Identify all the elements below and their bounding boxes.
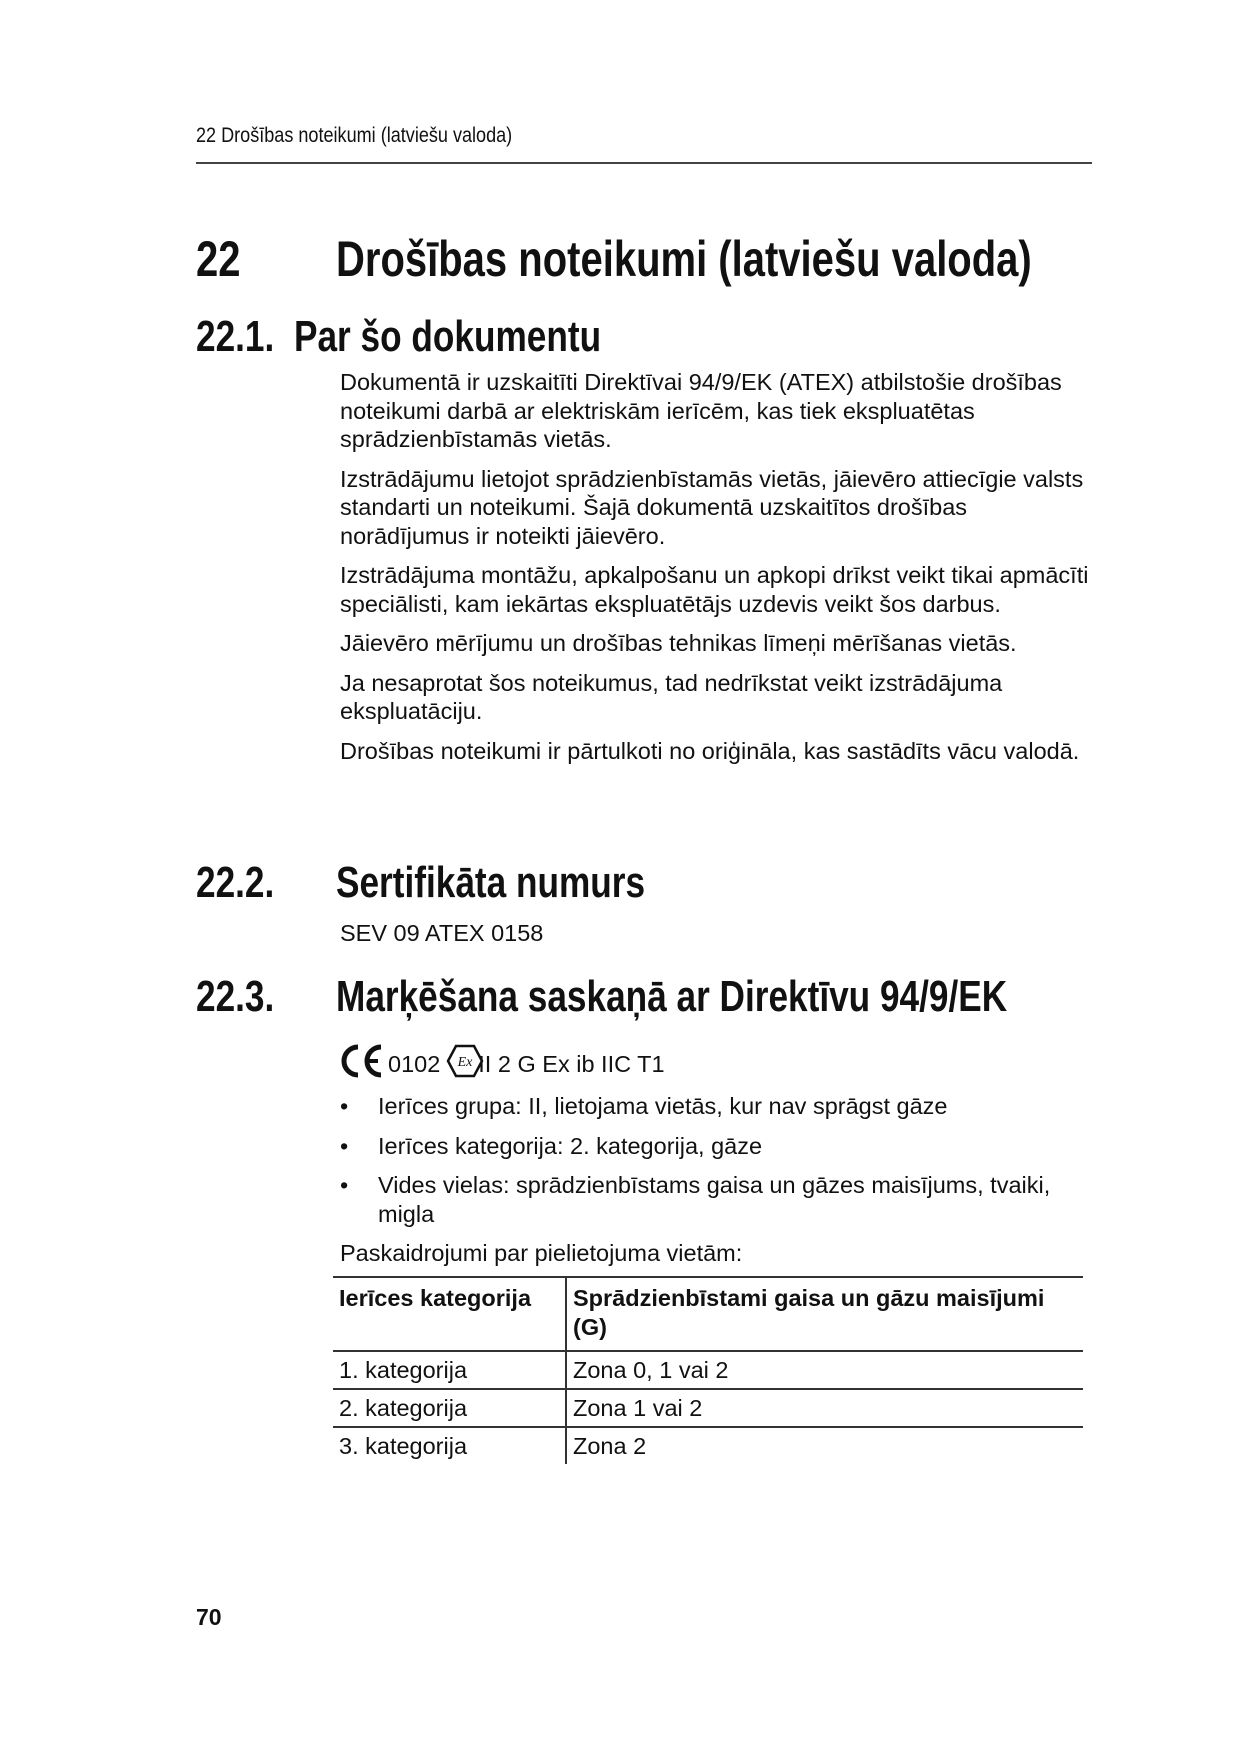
table-row [333, 1351, 1083, 1389]
paragraph: Dokumentā ir uzskaitīti Direktīvai 94/9/EK (ATEX) atbilstošie drošības noteikumi darbā ar elektriskām ierīcēm, kas tiek ekspluatētas sprādzienbīstamās vietās. [340, 369, 1062, 452]
property-list [340, 1092, 1100, 1239]
table-cell: Zona 0, 1 vai 2 [566, 1351, 1083, 1389]
svg-text:Ex: Ex [457, 1055, 473, 1070]
table-cell: 1. kategorija [333, 1351, 566, 1389]
paragraph: Izstrādājumu lietojot sprādzienbīstamās vietās, jāievēro attiecīgie valsts standarti un noteikumi. Šajā dokumentā uzskaitītos drošības norādījumus ir noteikti jāievēro. [340, 465, 1084, 549]
header-rule [196, 162, 1092, 164]
section-1-title: Par šo dokumentu [294, 312, 602, 361]
list-item [340, 1171, 1100, 1228]
running-header: 22 Drošības noteikumi (latviešu valoda) [196, 124, 513, 147]
table-cell: 3. kategorija [333, 1427, 566, 1464]
section-3-title: Marķēšana saskaņā ar Direktīvu 94/9/EK [336, 972, 1008, 1021]
table-header-category: Ierīces kategorija [333, 1277, 566, 1351]
list-item-text: Ierīces kategorija: 2. kategorija, gāze [378, 1132, 763, 1159]
section-1-body [340, 368, 1100, 776]
bullet: • [340, 1172, 349, 1198]
section-2-title: Sertifikāta numurs [336, 858, 646, 907]
section-1-number: 22.1. [196, 312, 275, 361]
table-row [333, 1427, 1083, 1464]
page-number: 70 [196, 1604, 222, 1630]
table-header-mixtures: Sprādzienbīstami gaisa un gāzu maisījumi (G) [566, 1277, 1083, 1351]
paragraph: Drošības noteikumi ir pārtulkoti no oriģināla, kas sastādīts vācu valodā. [340, 737, 1080, 764]
marking-code: II 2 G Ex ib IIC T1 [478, 1050, 665, 1077]
notified-body-number: 0102 [388, 1050, 441, 1077]
table-cell: Zona 2 [566, 1427, 1083, 1464]
chapter-title: Drošības noteikumi (latviešu valoda) [336, 231, 1032, 287]
list-item [340, 1092, 1100, 1121]
chapter-number: 22 [196, 231, 241, 287]
table-cell: 2. kategorija [333, 1389, 566, 1427]
category-table [333, 1276, 1083, 1464]
bullet: • [340, 1132, 349, 1159]
table-row [333, 1389, 1083, 1427]
certificate-number: SEV 09 ATEX 0158 [340, 920, 544, 946]
paragraph: Izstrādājuma montāžu, apkalpošanu un apkopi drīkst veikt tikai apmācīti speciālisti, kam iekārtas ekspluatētājs uzdevis veikt šos darbus. [340, 562, 1089, 617]
bullet: • [340, 1093, 349, 1119]
atex-marking [338, 1044, 665, 1084]
list-item-text: Vides vielas: sprādzienbīstams gaisa un gāzes maisījums, tvaiki, migla [378, 1172, 1051, 1227]
paragraph: Ja nesaprotat šos noteikumus, tad nedrīkstat veikt izstrādājuma ekspluatāciju. [340, 669, 1003, 724]
table-cell: Zona 1 vai 2 [566, 1389, 1083, 1427]
explanation-label: Paskaidrojumi par pielietojuma vietām: [340, 1240, 743, 1266]
section-3-number: 22.3. [196, 972, 275, 1021]
paragraph: Jāievēro mērījumu un drošības tehnikas līmeņi mērīšanas vietās. [340, 630, 1017, 656]
ce-mark-icon [338, 1044, 384, 1084]
section-2-number: 22.2. [196, 858, 275, 907]
list-item-text: Ierīces grupa: II, lietojama vietās, kur nav sprāgst gāze [378, 1093, 948, 1119]
table-header-row [333, 1277, 1083, 1351]
list-item [340, 1132, 1100, 1161]
